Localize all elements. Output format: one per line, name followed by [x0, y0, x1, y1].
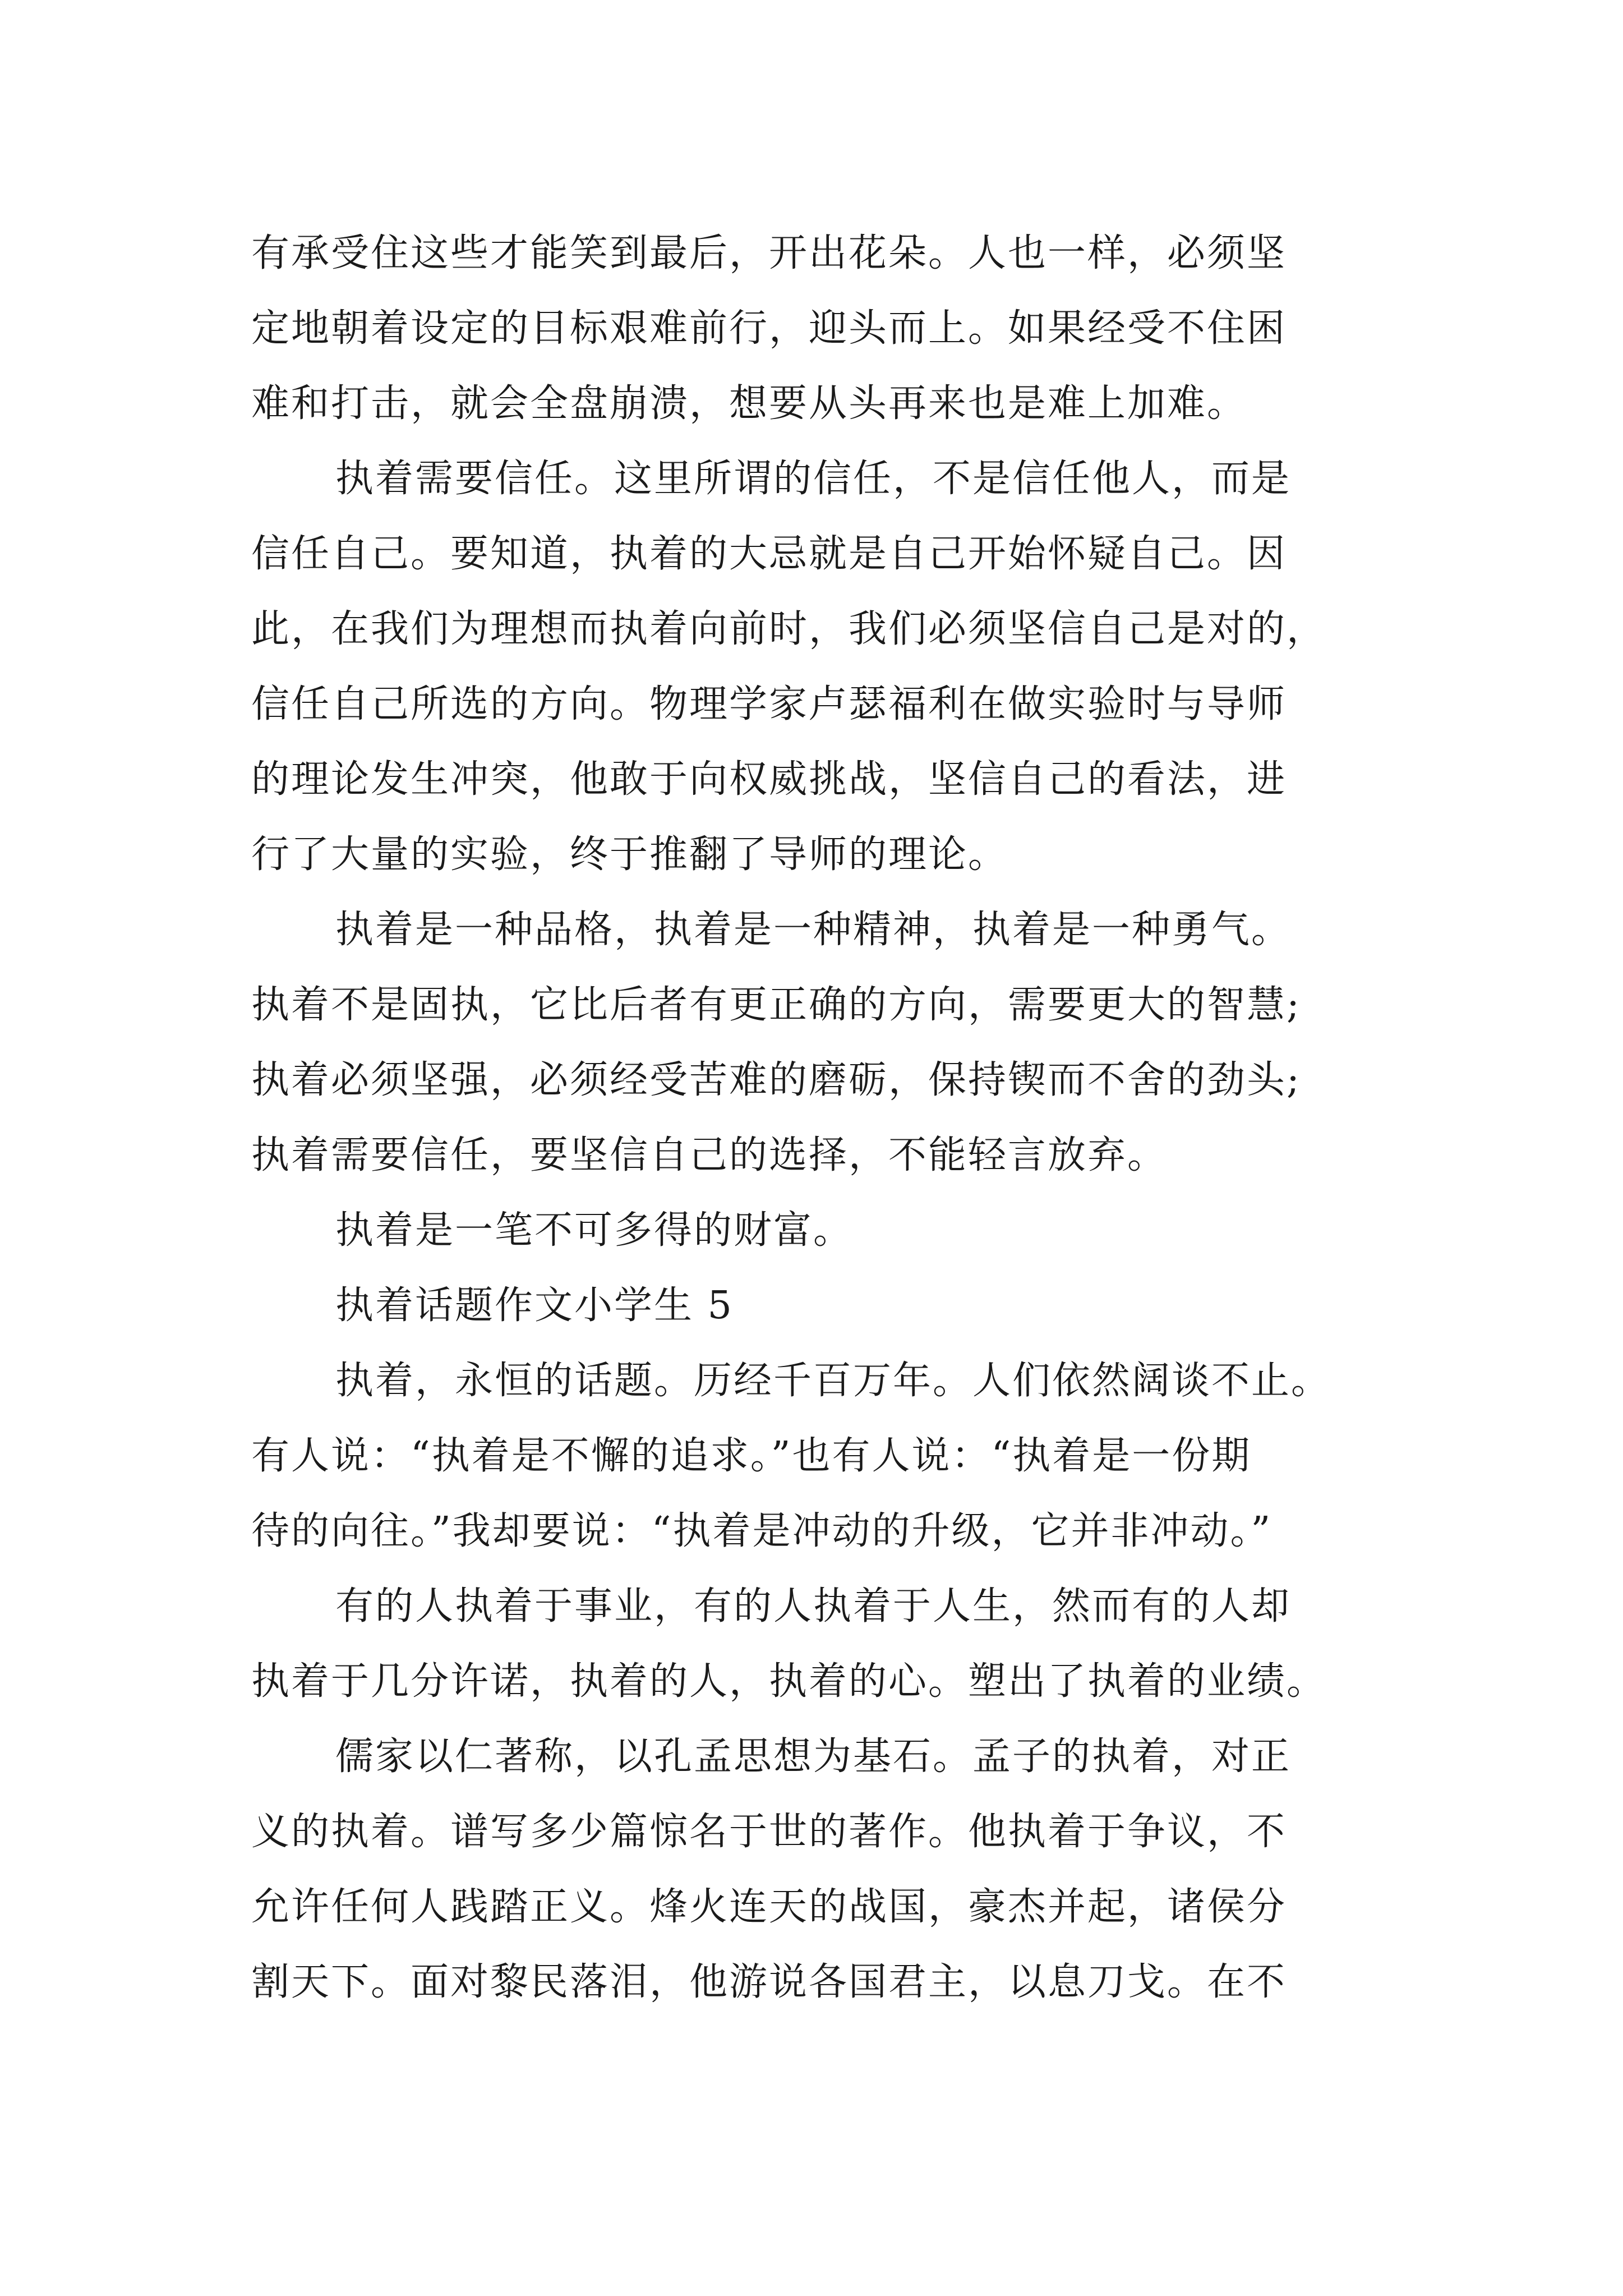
text-line: 割天下。面对黎民落泪，他游说各国君主，以息刀戈。在不: [251, 1960, 1287, 2004]
paragraph-start-line: 有的人执着于事业，有的人执着于人生，然而有的人却: [335, 1584, 1292, 1628]
text-line: 执着于几分许诺，执着的人，执着的心。塑出了执着的业绩。: [251, 1659, 1327, 1704]
text-line: 难和打击，就会全盘崩溃，想要从头再来也是难上加难。: [251, 381, 1247, 426]
text-line: 的理论发生冲突，他敢于向权威挑战，坚信自己的看法，进: [251, 757, 1287, 802]
text-line: 义的执着。谱写多少篇惊名于世的著作。他执着于争议，不: [251, 1810, 1287, 1854]
paragraph-start-line: 执着是一种品格，执着是一种精神，执着是一种勇气。: [335, 908, 1292, 952]
text-line: 行了大量的实验，终于推翻了导师的理论。: [251, 832, 1008, 877]
text-line: 信任自己所选的方向。物理学家卢瑟福利在做实验时与导师: [251, 682, 1287, 726]
section-heading: 执着话题作文小学生 5: [335, 1283, 734, 1328]
text-line: 有人说：“执着是不懈的追求。”也有人说：“执着是一份期: [251, 1434, 1252, 1478]
paragraph-start-line: 儒家以仁著称，以孔孟思想为基石。孟子的执着，对正: [335, 1734, 1292, 1779]
text-line: 执着需要信任，要坚信自己的选择，不能轻言放弃。: [251, 1133, 1168, 1177]
text-line: 信任自己。要知道，执着的大忌就是自己开始怀疑自己。因: [251, 532, 1287, 576]
text-line: 定地朝着设定的目标艰难前行，迎头而上。如果经受不住困: [251, 306, 1287, 351]
text-line: 执着不是固执，它比后者有更正确的方向，需要更大的智慧;: [251, 983, 1301, 1027]
text-line: 待的向往。”我却要说：“执着是冲动的升级，它并非冲动。”: [251, 1509, 1272, 1553]
paragraph-start-line: 执着需要信任。这里所谓的信任，不是信任他人，而是: [335, 457, 1292, 501]
paragraph-start-line: 执着是一笔不可多得的财富。: [335, 1208, 854, 1253]
text-line: 允许任何人践踏正义。烽火连天的战国，豪杰并起，诸侯分: [251, 1885, 1287, 1929]
paragraph-start-line: 执着，永恒的话题。历经千百万年。人们依然阔谈不止。: [335, 1359, 1331, 1403]
text-line: 有承受住这些才能笑到最后，开出花朵。人也一样，必须坚: [251, 231, 1287, 275]
text-line: 执着必须坚强，必须经受苦难的磨砺，保持锲而不舍的劲头;: [251, 1058, 1301, 1102]
document-body: [251, 216, 1395, 2020]
text-line: 此，在我们为理想而执着向前时，我们必须坚信自己是对的，: [251, 607, 1327, 651]
